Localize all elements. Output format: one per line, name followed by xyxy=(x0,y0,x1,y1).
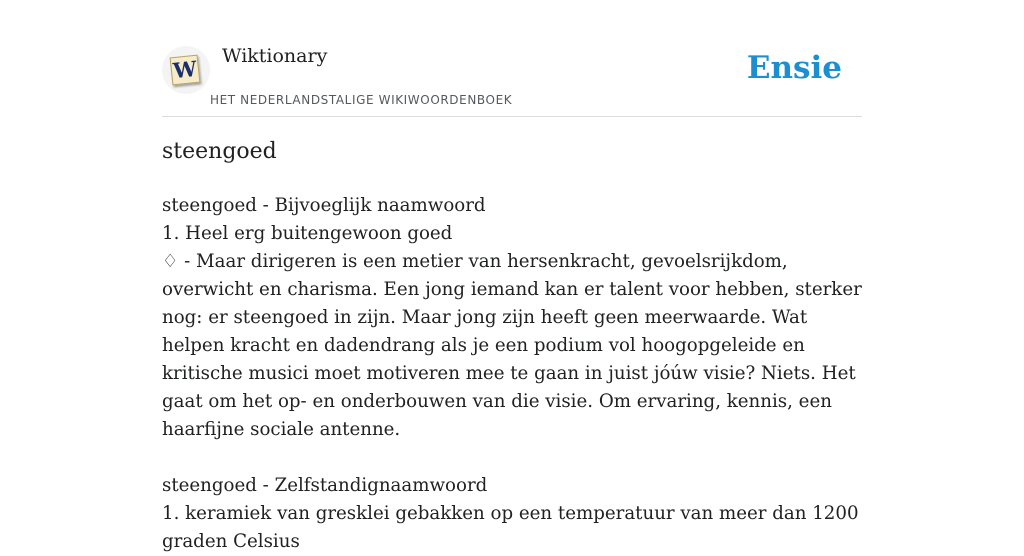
section-heading: steengoed - Bijvoeglijk naamwoord xyxy=(162,195,486,216)
section-heading: steengoed - Zelfstandignaamwoord xyxy=(162,475,488,496)
site-tagline: HET NEDERLANDSTALIGE WIKIWOORDENBOEK xyxy=(210,93,513,107)
page xyxy=(162,0,862,552)
definition: 1. keramiek van gresklei gebakken op een temperatuur van meer dan 1200 graden Celsius xyxy=(162,503,859,552)
logo-letter: W xyxy=(171,55,198,84)
example-quote: ♢ - Maar dirigeren is een metier van hersenkracht, gevoelsrijkdom, overwicht en charisma. Een jong iemand kan er talent voor hebben, sterker nog: er steengoed in zijn. Maar jong zijn heeft geen meerwaarde. Wat helpen kracht en dadendrang als je een podium vol hoogopgeleide en kritische musici moet motiveren mee te gaan in juist jóúw visie? Niets. Het gaat om het op- en onderbouwen van die visie. Om ervaring, kennis, een haarfijne sociale antenne. xyxy=(162,251,862,440)
definition: 1. Heel erg buitengewoon goed xyxy=(162,223,453,244)
site-header xyxy=(162,0,862,117)
logo-tile xyxy=(170,55,201,86)
entry-content xyxy=(162,192,862,556)
wiktionary-logo-icon[interactable] xyxy=(162,46,210,94)
site-name[interactable]: Wiktionary xyxy=(222,45,328,67)
ensie-brand-link[interactable]: Ensie xyxy=(746,50,842,86)
page-title: steengoed xyxy=(162,139,277,164)
section-spacer xyxy=(162,444,862,472)
